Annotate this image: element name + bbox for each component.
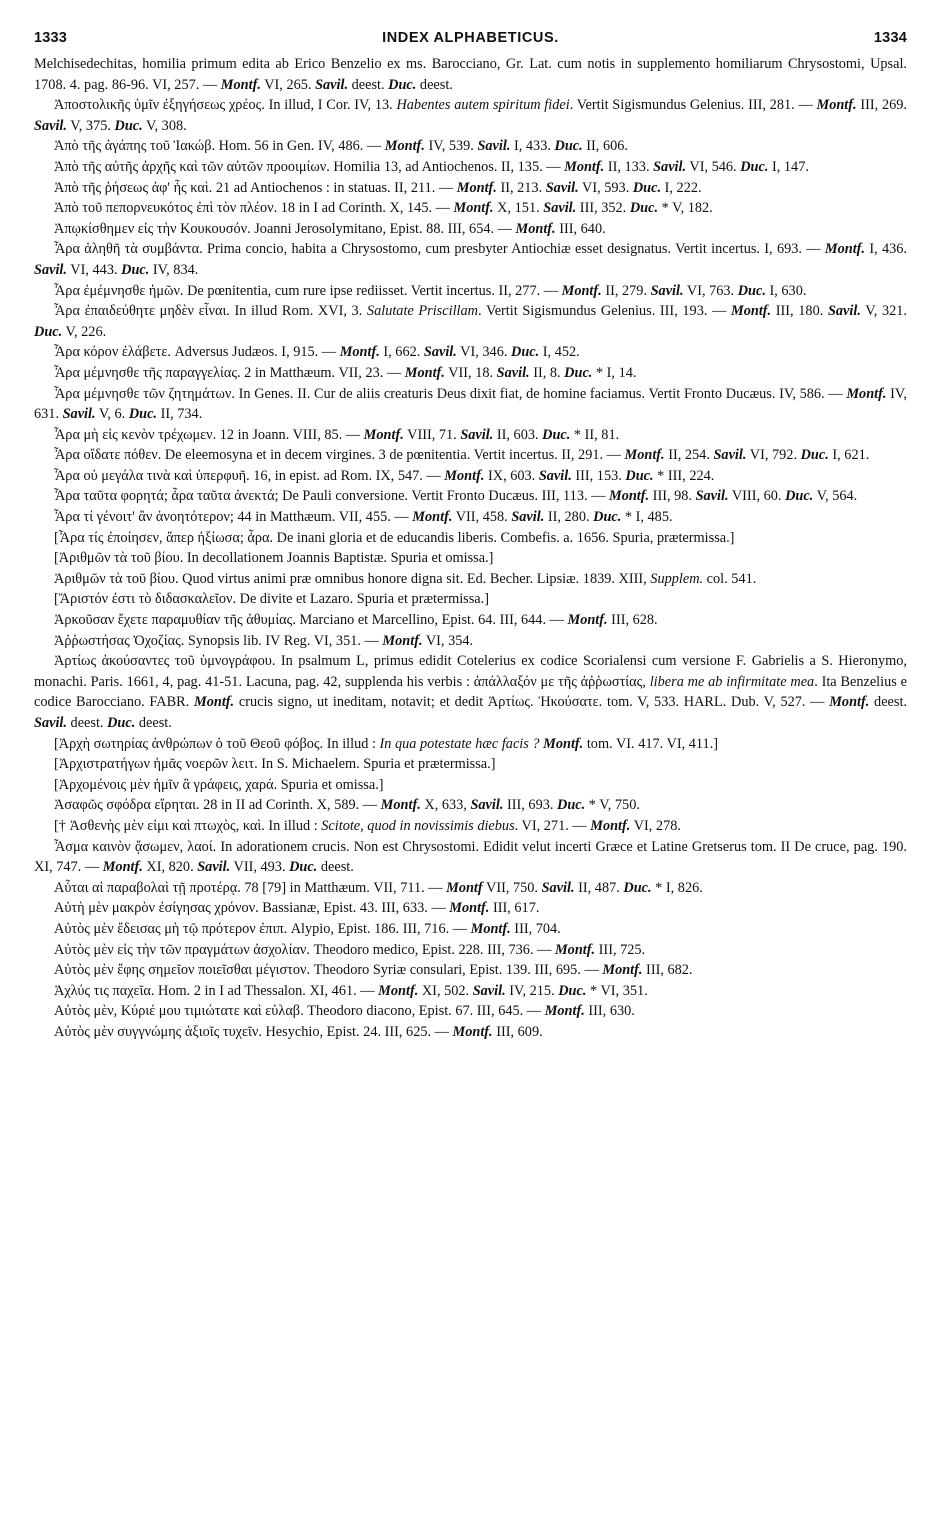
index-entry: Αὐτὴ μὲν μακρὸν ἐσίγησας χρόνον. Bassianæ, Epist. 43. III, 633. — Montf. III, 617. bbox=[54, 900, 540, 917]
index-entry: Ἆρα ἐπαιδεύθητε μηδὲν εἶναι. In illud Rom. XVI, 3. Salutate Priscillam. Vertit Sigismundus Gelenius. III, 193. — Montf. III, 180. Savil. V, 321. Duc. V, 226. bbox=[34, 303, 908, 340]
index-entry: Melchisedechitas, homilia primum edita ab Erico Benzelio ex ms. Barocciano, Gr. Lat. cum notis in supplemento homiliarum Chrysostomi, Upsal. 1708. 4. pag. 86-96. VI, 257. — Montf. VI, 265. Savil. deest. Duc. deest. bbox=[34, 56, 907, 93]
index-entry: [Ἆρα τίς ἐποίησεν, ἅπερ ἠξίωσα; ἆρα. De inani gloria et de educandis liberis. Combefis. a. 1656. Spuria, prætermissa.] bbox=[54, 529, 735, 546]
index-entries bbox=[34, 54, 907, 1043]
index-entry: Αὐτὸς μὲν συγγνώμης ἀξιοῖς τυχεῖν. Hesychio, Epist. 24. III, 625. — Montf. III, 609. bbox=[54, 1023, 543, 1040]
index-entry: Ἀρκοῦσαν ἔχετε παραμυθίαν τῆς ἀθυμίας. Marciano et Marcellino, Epist. 64. III, 644. — Montf. III, 628. bbox=[54, 612, 658, 629]
page-number-left: 1333 bbox=[34, 30, 68, 46]
index-entry: [Ἀρχὴ σωτηρίας ἀνθρώπων ὁ τοῦ Θεοῦ φόβος. In illud : In qua potestate hæc facis ? Montf. tom. VI. 417. VI, 411.] bbox=[54, 735, 719, 752]
index-entry: Ἆρα μέμνησθε τῆς παραγγελίας. 2 in Matthæum. VII, 23. — Montf. VII, 18. Savil. II, 8. Duc. * I, 14. bbox=[54, 364, 637, 381]
index-entry: Ἆρα μὴ εἰς κενὸν τρέχωμεν. 12 in Joann. VIII, 85. — Montf. VIII, 71. Savil. II, 603. Duc. * II, 81. bbox=[54, 426, 620, 443]
index-entry: [Ἄριστόν ἐστι τὸ διδασκαλεῖον. De divite et Lazaro. Spuria et prætermissa.] bbox=[54, 591, 489, 608]
index-entry: Αὐτὸς μὲν, Κύριέ μου τιμιώτατε καὶ εὐλαβ. Theodoro diacono, Epist. 67. III, 645. — Montf. III, 630. bbox=[54, 1003, 635, 1020]
index-entry: [Ἀρχιστρατήγων ἡμᾶς νοερῶν λειτ. In S. Michaelem. Spuria et prætermissa.] bbox=[54, 756, 496, 773]
index-entry: Ἀπὸ τῆς αὐτῆς ἀρχῆς καὶ τῶν αὐτῶν προοιμίων. Homilia 13, ad Antiochenos. II, 135. — Montf. II, 133. Savil. VI, 546. Duc. I, 147. bbox=[54, 158, 809, 175]
index-entry: Ἆρα μέμνησθε τῶν ζητημάτων. In Genes. II. Cur de aliis creaturis Deus dixit fiat, de homine faciamus. Vertit Fronto Ducæus. IV, 586. — Montf. IV, 631. Savil. V, 6. Duc. II, 734. bbox=[34, 385, 907, 423]
page-number-right: 1334 bbox=[873, 30, 907, 46]
index-entry: Ἆρα κόρον ἐλάβετε. Adversus Judæos. I, 915. — Montf. I, 662. Savil. VI, 346. Duc. I, 452. bbox=[54, 344, 580, 361]
index-entry: Ἆρα ταῦτα φορητά; ἆρα ταῦτα ἀνεκτά; De Pauli conversione. Vertit Fronto Ducæus. III, 113. — Montf. III, 98. Savil. VIII, 60. Duc. V, 564. bbox=[54, 488, 858, 505]
index-entry: Ἆρα ἀληθῆ τὰ συμβάντα. Prima concio, habita a Chrysostomo, cum presbyter Antiochiæ esset designatus. Vertit incertus. I, 693. — Montf. I, 436. Savil. VI, 443. Duc. IV, 834. bbox=[34, 241, 907, 278]
index-entry: Ἀπὸ τῆς ῥήσεως ἀφ' ἧς καὶ. 21 ad Antiochenos : in statuas. II, 211. — Montf. II, 213. Savil. VI, 593. Duc. I, 222. bbox=[54, 179, 702, 196]
index-entry: Ἀρτίως ἀκούσαντες τοῦ ὑμνογράφου. In psalmum L, primus edidit Cotelerius ex codice Scorialensi cum versione F. Gabrielis a S. Hieronymo, monachi. Paris. 1661, 4, pag. 41-51. Lacuna, pag. 42, supplenda his verbis : ἀπάλλαξόν με τῆς ἀῤῥωστίας, libera me ab infirmitate mea. Ita Benzelius e codice Barocciano. FABR. Montf. crucis signo, ut ineditam, notavit; et dedit Ἀρτίως. Ἠκούσατε. tom. V, 533. HARL. Dub. V, 527. — Montf. deest. Savil. deest. Duc. deest. bbox=[34, 653, 908, 731]
index-entry: [Ἀρχομένοις μὲν ἡμῖν ἃ γράφεις, χαρά. Spuria et omissa.] bbox=[54, 776, 384, 793]
running-header bbox=[34, 30, 907, 54]
page-title: INDEX ALPHABETICUS. bbox=[382, 30, 559, 46]
index-entry: Αὗται αἱ παραβολαὶ τῇ προτέρᾳ. 78 [79] in Matthæum. VII, 711. — Montf VII, 750. Savil. II, 487. Duc. * I, 826. bbox=[54, 879, 703, 896]
index-entry: Ἆρα τί γένοιτ' ἂν ἀνοητότερον; 44 in Matthæum. VII, 455. — Montf. VII, 458. Savil. II, 280. Duc. * I, 485. bbox=[54, 509, 673, 526]
index-entry: Ἀχλύς τις παχεῖα. Hom. 2 in I ad Thessalon. XI, 461. — Montf. XI, 502. Savil. IV, 215. Duc. * VI, 351. bbox=[54, 982, 648, 999]
index-entry: Ἀποστολικῆς ὑμῖν ἐξηγήσεως χρέος. In illud, I Cor. IV, 13. Habentes autem spiritum fidei. Vertit Sigismundus Gelenius. III, 281. — Montf. III, 269. Savil. V, 375. Duc. V, 308. bbox=[34, 97, 907, 134]
index-entry: Ἆρα ἐμέμνησθε ἡμῶν. De pœnitentia, cum rure ipse rediisset. Vertit incertus. II, 277. — Montf. II, 279. Savil. VI, 763. Duc. I, 630. bbox=[54, 282, 807, 299]
index-entry: [Ἀριθμῶν τὰ τοῦ βίου. In decollationem Joannis Baptistæ. Spuria et omissa.] bbox=[54, 550, 494, 567]
index-entry: Ἀῤῥωστήσας Ὀχοζίας. Synopsis lib. IV Reg. VI, 351. — Montf. VI, 354. bbox=[54, 632, 474, 649]
index-entry: Αὐτὸς μὲν ἔδεισας μὴ τῷ πρότερον ἐπιπ. Alypio, Epist. 186. III, 716. — Montf. III, 704. bbox=[54, 920, 561, 937]
index-entry: Ἀπῳκίσθημεν εἰς τὴν Κουκουσόν. Joanni Jerosolymitano, Epist. 88. III, 654. — Montf. III, 640. bbox=[54, 220, 606, 237]
index-entry: Αὐτὸς μὲν ἔφης σημεῖον ποιεῖσθαι μέγιστον. Theodoro Syriæ consulari, Epist. 139. III, 695. — Montf. III, 682. bbox=[54, 962, 693, 979]
index-entry: Ἀπὸ τοῦ πεπορνευκότος ἐπὶ τὸν πλέον. 18 in I ad Corinth. X, 145. — Montf. X, 151. Savil. III, 352. Duc. * V, 182. bbox=[54, 200, 713, 217]
index-entry: Ἆσμα καινὸν ᾄσωμεν, λαοί. In adorationem crucis. Non est Chrysostomi. Edidit velut incerti Græce et Latine Gretserus tom. II De cruce, pag. 190. XI, 747. — Montf. XI, 820. Savil. VII, 493. Duc. deest. bbox=[34, 838, 907, 876]
index-entry: Ἀσαφῶς σφόδρα εἴρηται. 28 in II ad Corinth. X, 589. — Montf. X, 633, Savil. III, 693. Duc. * V, 750. bbox=[54, 797, 640, 814]
index-entry: Αὐτὸς μὲν εἰς τὴν τῶν πραγμάτων ἀσχολίαν. Theodoro medico, Epist. 228. III, 736. — Montf. III, 725. bbox=[54, 941, 646, 958]
index-entry: Ἆρα οὐ μεγάλα τινὰ καὶ ὑπερφυῆ. 16, in epist. ad Rom. IX, 547. — Montf. IX, 603. Savil. III, 153. Duc. * III, 224. bbox=[54, 467, 715, 484]
index-entry: Ἀριθμῶν τὰ τοῦ βίου. Quod virtus animi præ omnibus honore digna sit. Ed. Becher. Lipsiæ. 1839. XIII, Supplem. col. 541. bbox=[54, 570, 757, 587]
index-entry: Ἀπὸ τῆς ἀγάπης τοῦ Ἰακώβ. Hom. 56 in Gen. IV, 486. — Montf. IV, 539. Savil. I, 433. Duc. II, 606. bbox=[54, 138, 628, 155]
index-entry: Ἆρα οἴδατε πόθεν. De eleemosyna et in decem virgines. 3 de pœnitentia. Vertit incertus. II, 291. — Montf. II, 254. Savil. VI, 792. Duc. I, 621. bbox=[54, 447, 870, 464]
index-entry: [† Ἀσθενὴς μὲν εἰμι καὶ πτωχὸς, καὶ. In illud : Scitote, quod in novissimis diebus. VI, 271. — Montf. VI, 278. bbox=[54, 817, 681, 834]
